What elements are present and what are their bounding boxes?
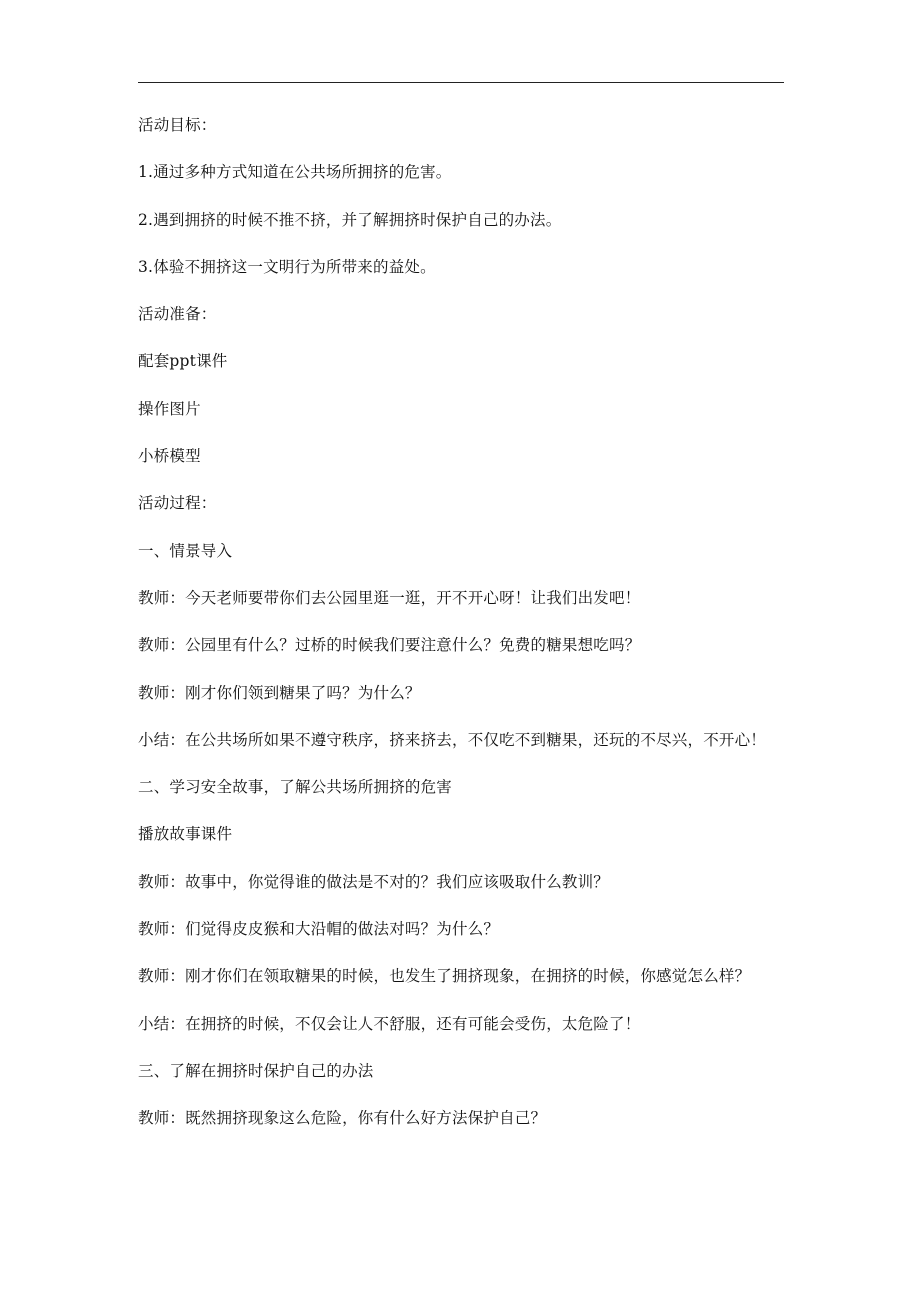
heading-activity-goals: 活动目标：	[138, 116, 217, 134]
paragraph: 教师：既然拥挤现象这么危险，你有什么好方法保护自己？	[138, 1109, 547, 1128]
summary-paragraph: 小结：在公共场所如果不遵守秩序，挤来挤去，不仅吃不到糖果，还玩的不尽兴，不开心！	[138, 730, 767, 749]
heading-activity-process: 活动过程：	[138, 494, 217, 513]
paragraph: 教师：刚才你们在领取糖果的时候，也发生了拥挤现象，在拥挤的时候，你感觉怎么样？	[138, 967, 751, 986]
goal-item-1: 1.通过多种方式知道在公共场所拥挤的危害。	[138, 163, 452, 182]
header-rule	[138, 82, 784, 83]
paragraph: 教师：们觉得皮皮猴和大沿帽的做法对吗？为什么？	[138, 920, 500, 939]
section-heading-1: 一、情景导入	[138, 541, 233, 560]
preparation-item-1: 配套ppt课件	[138, 352, 228, 371]
paragraph: 教师：故事中，你觉得谁的做法是不对的？我们应该吸取什么教训？	[138, 872, 610, 891]
heading-activity-preparation: 活动准备：	[138, 305, 217, 324]
paragraph: 教师：公园里有什么？过桥的时候我们要注意什么？免费的糖果想吃吗？	[138, 636, 641, 655]
section-heading-2: 二、学习安全故事，了解公共场所拥挤的危害	[138, 778, 453, 797]
summary-paragraph: 小结：在拥挤的时候，不仅会让人不舒服，还有可能会受伤，太危险了！	[138, 1014, 641, 1033]
document-body	[138, 110, 784, 1151]
section-heading-3: 三、了解在拥挤时保护自己的办法	[138, 1061, 374, 1080]
preparation-item-2: 操作图片	[138, 399, 201, 418]
preparation-item-3: 小桥模型	[138, 447, 201, 466]
paragraph: 教师：今天老师要带你们去公园里逛一逛，开不开心呀！让我们出发吧！	[138, 588, 641, 607]
goal-item-3: 3.体验不拥挤这一文明行为所带来的益处。	[138, 257, 436, 276]
goal-item-2: 2.遇到拥挤的时候不推不挤，并了解拥挤时保护自己的办法。	[138, 210, 562, 229]
paragraph: 播放故事课件	[138, 825, 233, 844]
paragraph: 教师：刚才你们领到糖果了吗？为什么？	[138, 683, 421, 702]
